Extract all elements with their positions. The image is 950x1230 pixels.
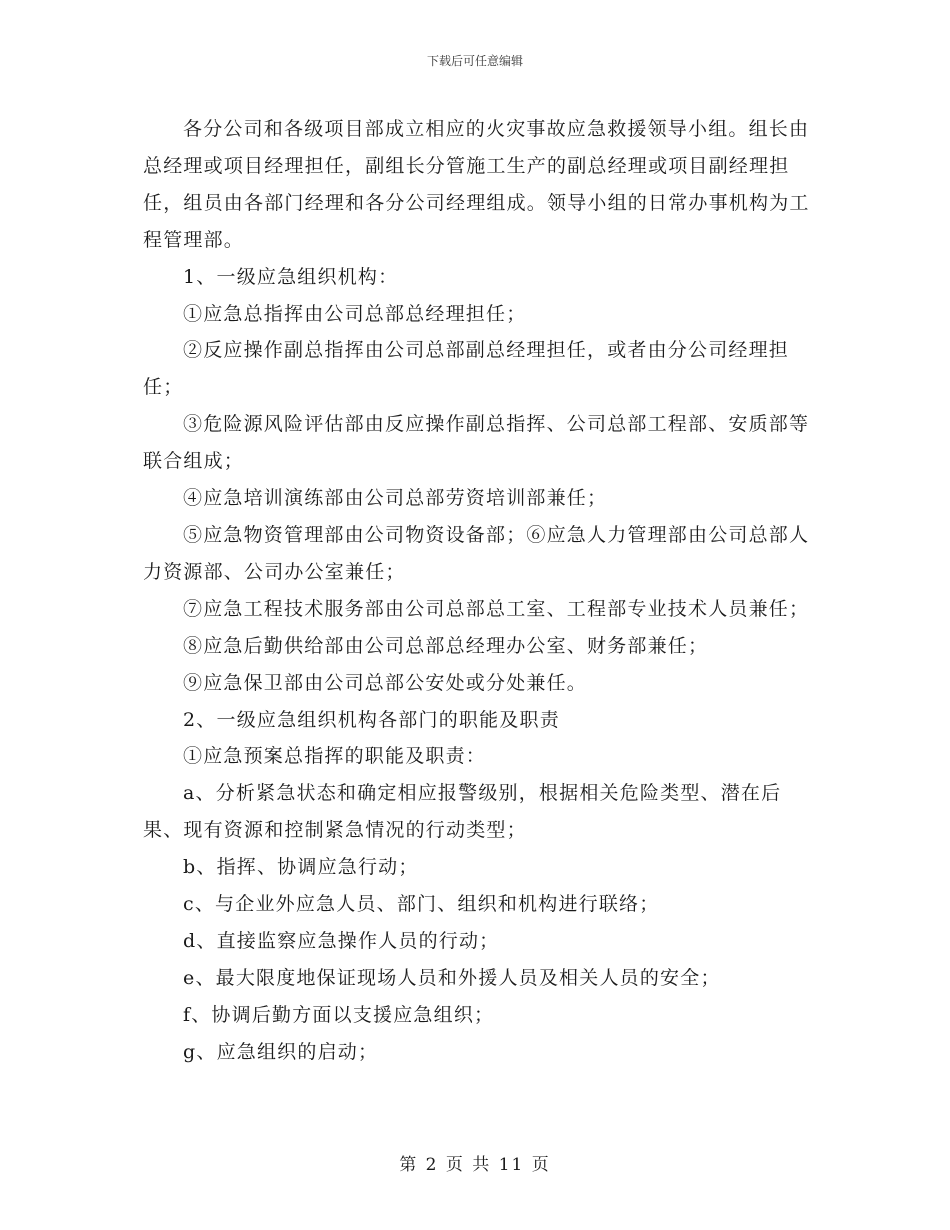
paragraph: 2、一级应急组织机构各部门的职能及职责 [183, 708, 560, 731]
paragraph: d、直接监察应急操作人员的行动； [183, 929, 500, 952]
paragraph: e、最大限度地保证现场人员和外援人员及相关人员的安全； [183, 966, 721, 989]
paragraph: 1、一级应急组织机构： [183, 265, 399, 288]
page-number-footer: 第 2 页 共 11 页 [399, 1155, 551, 1175]
paragraph: g、应急组织的启动； [183, 1040, 379, 1063]
paragraph: b、指挥、协调应急行动； [183, 856, 419, 879]
paragraph: ③危险源风险评估部由反应操作副总指挥、公司总部工程部、安质部等联合组成； [143, 413, 810, 473]
paragraph: 各分公司和各级项目部成立相应的火灾事故应急救援领导小组。组长由总经理或项目经理担任，副组长分管施工生产的副总经理或项目副经理担任，组员由各部门经理和各分公司经理组成。领导小组的日常办事机构为工程管理部。 [143, 118, 810, 251]
paragraph: f、协调后勤方面以支援应急组织； [183, 1003, 495, 1026]
paragraph: ①应急总指挥由公司总部总经理担任； [183, 302, 527, 325]
paragraph: ②反应操作副总指挥由公司总部副总经理担任，或者由分公司经理担任； [143, 339, 790, 399]
paragraph: a、分析紧急状态和确定相应报警级别，根据相关危险类型、潜在后果、现有资源和控制紧急情况的行动类型； [143, 782, 782, 842]
paragraph: ①应急预案总指挥的职能及职责： [183, 745, 487, 768]
paragraph: ⑧应急后勤供给部由公司总部总经理办公室、财务部兼任； [183, 634, 709, 657]
paragraph: c、与企业外应急人员、部门、组织和机构进行联络； [183, 893, 660, 916]
paragraph: ⑨应急保卫部由公司总部公安处或分处兼任。 [183, 671, 588, 694]
paragraph: ⑦应急工程技术服务部由公司总部总工室、工程部专业技术人员兼任； [183, 597, 810, 620]
paragraph: ⑤应急物资管理部由公司物资设备部；⑥应急人力管理部由公司总部人力资源部、公司办公室兼任； [143, 523, 810, 583]
paragraph: ④应急培训演练部由公司总部劳资培训部兼任； [183, 487, 608, 510]
document-body [143, 111, 811, 1071]
page-header-note: 下载后可任意编辑 [426, 54, 523, 68]
